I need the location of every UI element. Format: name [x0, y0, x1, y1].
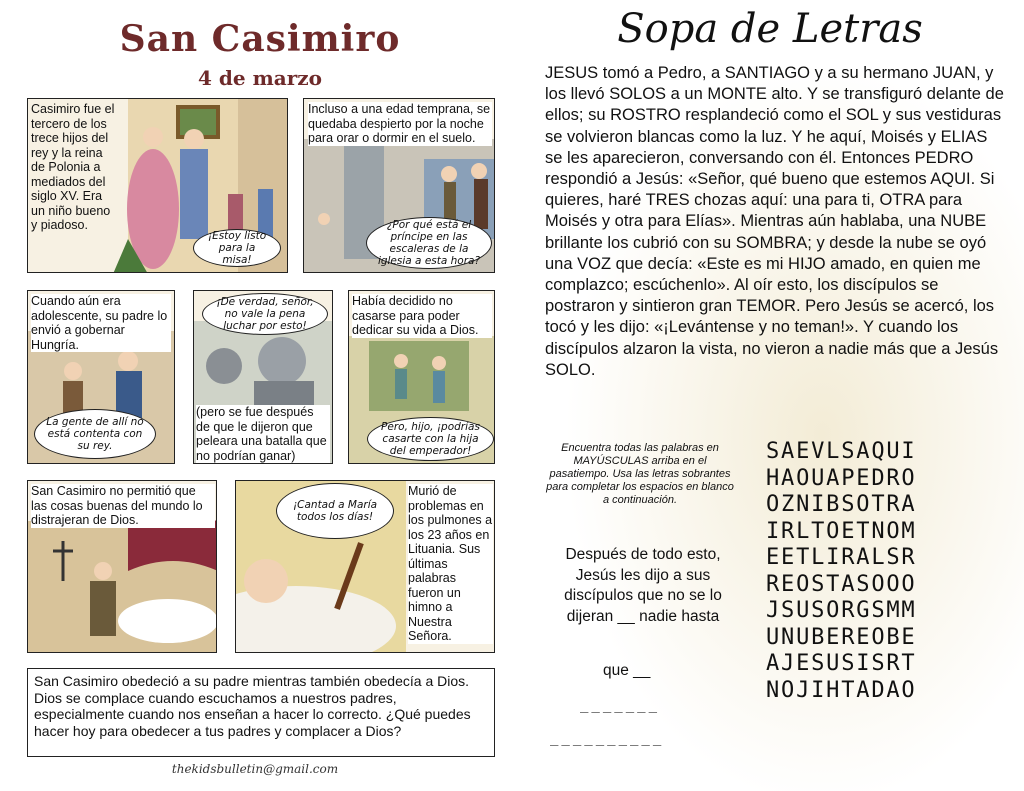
panel-5-speech-bubble: Pero, hijo, ¡podrías casarte con la hija del emperador!: [367, 417, 494, 461]
panel-3-speech-bubble: La gente de allí no está contenta con su rey.: [34, 409, 156, 459]
grid-row[interactable]: OZNIBSOTRA: [766, 492, 917, 517]
comic-panel-7: [235, 480, 495, 653]
grid-row[interactable]: EETLIRALSR: [766, 545, 917, 570]
puzzle-title: Sopa de Letras: [617, 6, 923, 52]
panel-3-caption: Cuando aún era adolescente, su padre lo envió a gobernar Hungría.: [31, 294, 171, 352]
comic-panel-3: [27, 290, 175, 464]
contact-email: thekidsbulletin@gmail.com: [171, 762, 339, 776]
panel-2-speech-bubble: ¿Por qué está el príncipe en las escaleras de la iglesia a esta hora?: [366, 217, 492, 269]
panel-4-caption: (pero se fue después de que le dijeron que peleara una batalla que no podrían ganar): [196, 405, 330, 463]
panel-7-speech-bubble: ¡Cantad a María todos los días!: [276, 483, 394, 539]
puzzle-instructions: Encuentra todas las palabras en MAYÚSCULAS arriba en el pasatiempo. Usa las letras sobrantes para completar los espacios en blanco a continuación.: [546, 442, 734, 506]
comic-panel-1: [27, 98, 288, 273]
grid-row[interactable]: AJESUSISRT: [766, 651, 917, 676]
grid-row[interactable]: SAEVLSAQUI: [766, 439, 917, 464]
comic-panel-4: [193, 290, 333, 464]
grid-row[interactable]: NOJIHTADAO: [766, 677, 917, 703]
panel-6-caption: San Casimiro no permitió que las cosas buenas del mundo lo distrajeran de Dios.: [31, 484, 215, 528]
word-search-grid: [766, 439, 981, 704]
comic-panel-5: [348, 290, 495, 464]
answer-blank-1[interactable]: _______: [580, 697, 661, 713]
answer-blank-2[interactable]: __________: [550, 730, 665, 746]
panel-5-caption: Había decidido no casarse para poder dedicar su vida a Dios.: [352, 294, 492, 338]
reflection-box: San Casimiro obedeció a su padre mientras también obedecía a Dios. Dios se complace cuando escuchamos a nuestros padres, especialmente cuando nos enseñan a hacer lo correcto. ¿Qué puedes hacer hoy para obedecer a tus padres y complacer a Dios?: [27, 668, 495, 757]
grid-row[interactable]: JSUSORGSMM: [766, 598, 917, 623]
fill-in-que: que __: [603, 662, 651, 679]
panel-4-speech-bubble: ¡De verdad, señor, no vale la pena luchar por esto!: [202, 293, 328, 335]
panel-1-speech-bubble: ¡Estoy listo para la misa!: [193, 229, 281, 267]
page-title: San Casimiro: [119, 18, 401, 60]
panel-2-caption: Incluso a una edad temprana, se quedaba despierto por la noche para orar o dormir en el suelo.: [308, 102, 491, 145]
grid-row[interactable]: HAOUAPEDRO: [766, 465, 917, 491]
feast-date: 4 de marzo: [198, 66, 322, 90]
grid-row[interactable]: REOSTASOOO: [766, 571, 917, 597]
panel-7-caption: Murió de problemas en los pulmones a los 23 años en Lituania. Sus últimas palabras fueron un himno a Nuestra Señora.: [408, 484, 493, 643]
panel-1-caption: Casimiro fue el tercero de los trece hijos del rey y la reina de Polonia a mediados del siglo XV. Era un niño bueno y piadoso.: [31, 102, 115, 232]
comic-panel-2: [303, 98, 495, 273]
fill-in-sentence: Después de todo esto, Jesús les dijo a sus discípulos que no se lo dijeran __ nadie hasta: [564, 546, 722, 625]
comic-panel-6: [27, 480, 217, 653]
grid-row[interactable]: IRLTOETNOM: [766, 518, 917, 544]
grid-row[interactable]: UNUBEREOBE: [766, 624, 917, 650]
scripture-passage: JESUS tomó a Pedro, a SANTIAGO y a su hermano JUAN, y los llevó SOLOS a un MONTE alto. Y se transfiguró delante de ellos; su ROSTRO resplandeció como el SOL y sus vestiduras se volvieron blancas como la luz. Y he aquí, Moisés y ELIAS se les aparecieron, conversando con él. Entonces PEDRO respondió a Jesús: «Señor, qué bueno que estemos AQUI. Si quieres, haré TRES chozas aquí: una para ti, OTRA para Moisés y otra para Elías». Mientras aún hablaba, una NUBE brillante los cubrió con su SOMBRA; y desde la nube se oyó una VOZ que decía: «Este es mi HIJO amado, en quien me complazco; escúchenlo». Al oír esto, los discípulos se postraron y sintieron gran TEMOR. Pero Jesús se acercó, los tocó y les dijo: «¡Levántense y no teman!». Y cuando los discípulos alzaron la vista, no vieron a nadie más que a Jesús SOLO.: [545, 64, 1004, 379]
